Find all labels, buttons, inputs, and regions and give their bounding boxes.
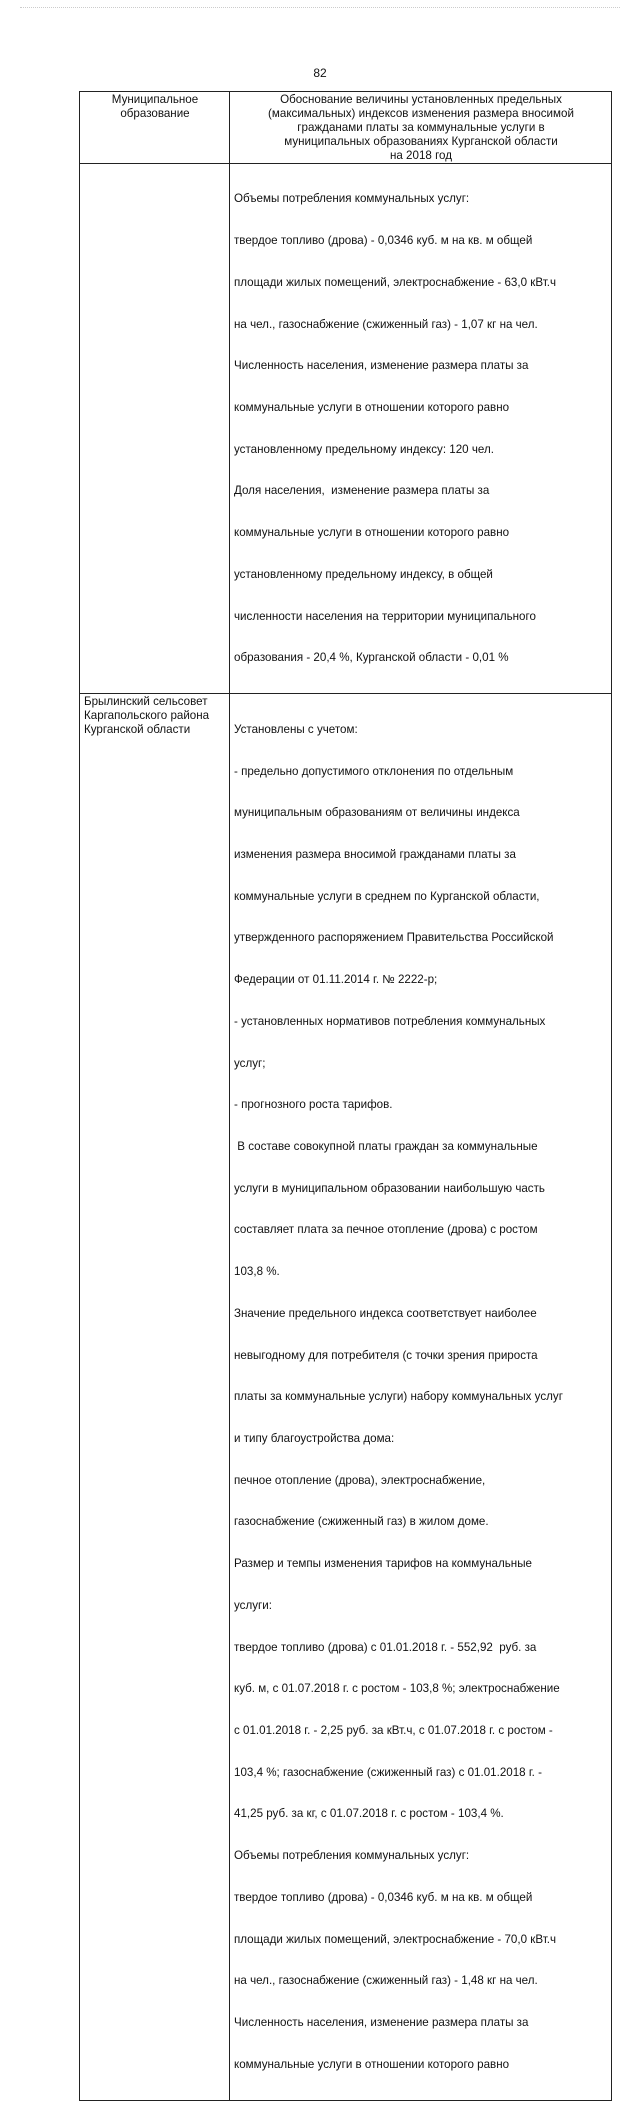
row1-justification [230,163,612,693]
text-line: численности населения на территории муниципального [234,609,536,623]
text-line: коммунальные услуги в отношении которого равно [234,400,510,414]
text-line: Федерации от 01.11.2014 г. № 2222-р; [234,973,438,987]
header-line: гражданами платы за коммунальные услуги в [297,120,545,134]
text-line: услуги в муниципальном образовании наибольшую часть [234,1181,545,1195]
text-line: печное отопление (дрова), электроснабжение, [234,1473,486,1487]
text-line: установленному предельному индексу, в общей [234,567,493,581]
text-line: площади жилых помещений, электроснабжение - 63,0 кВт.ч [234,275,556,289]
table-header-row [80,92,612,164]
text-line: образования - 20,4 %, Курганской области - 0,01 % [234,651,509,665]
text-line: Установлены с учетом: [234,722,358,736]
text-line: утвержденного распоряжением Правительства Российской [234,931,554,945]
text-line: куб. м, с 01.07.2018 г. с ростом - 103,8 %; электроснабжение [234,1682,560,1696]
text-line: изменения размера вносимой гражданами платы за [234,847,516,861]
text-line: с 01.01.2018 г. - 2,25 руб. за кВт.ч, с 01.07.2018 г. с ростом - [234,1724,553,1738]
text-line: Объемы потребления коммунальных услуг: [234,1849,470,1863]
text-line: 103,4 %; газоснабжение (сжиженный газ) с 01.01.2018 г. - [234,1765,542,1779]
text-line: составляет плата за печное отопление (дрова) с ростом [234,1223,538,1237]
header-line: муниципальных образованиях Курганской области [284,134,558,148]
text-line: коммунальные услуги в отношении которого равно [234,526,510,540]
municipality-line: Брылинский сельсовет [84,694,208,708]
row1-municipality [80,163,230,693]
text-line: - предельно допустимого отклонения по отдельным [234,764,514,778]
text-line: 103,8 %. [234,1265,280,1279]
row2-municipality [80,693,230,2100]
text-line: муниципальным образованиям от величины индекса [234,806,520,820]
text-line: услуг; [234,1056,266,1070]
text-line: Объемы потребления коммунальных услуг: [234,192,470,206]
text-line: Численность населения, изменение размера платы за [234,359,529,373]
table-row [80,163,612,693]
row2-justification [230,693,612,2100]
text-line: - установленных нормативов потребления коммунальных [234,1014,546,1028]
table-row [80,693,612,2100]
text-line: на чел., газоснабжение (сжиженный газ) - 1,48 кг на чел. [234,1974,538,1988]
text-line: - прогнозного роста тарифов. [234,1098,393,1112]
text-line: и типу благоустройства дома: [234,1432,395,1445]
scan-top-edge [20,7,620,9]
page-number: 82 [313,66,327,80]
municipality-line: Курганской области [84,722,191,736]
text-line: Размер и темпы изменения тарифов на коммунальные [234,1557,532,1571]
text-line: Значение предельного индекса соответствует наиболее [234,1306,537,1320]
text-line: услуги: [234,1598,272,1612]
text-line: коммунальные услуги в среднем по Курганской области, [234,889,540,903]
text-line: на чел., газоснабжение (сжиженный газ) - 1,07 кг на чел. [234,317,538,331]
municipality-line: Каргапольского района [84,708,210,722]
text-line: твердое топливо (дрова) - 0,0346 куб. м на кв. м общей [234,1890,533,1904]
header-justification [230,92,612,164]
text-line: платы за коммунальные услуги) набору коммунальных услуг [234,1390,563,1404]
text-line: установленному предельному индексу: 120 чел. [234,442,494,456]
header-line: на 2018 год [389,148,453,162]
text-line: В составе совокупной платы граждан за коммунальные [234,1139,538,1153]
text-line: твердое топливо (дрова) - 0,0346 куб. м на кв. м общей [234,234,533,248]
text-line: газоснабжение (сжиженный газ) в жилом доме. [234,1515,489,1529]
header-line: (максимальных) индексов изменения размера вносимой [268,106,574,120]
text-line: площади жилых помещений, электроснабжение - 70,0 кВт.ч [234,1932,556,1946]
header-municipality: Муниципальное образование [80,92,230,164]
header-line: Обоснование величины установленных предельных [280,93,562,106]
text-line: 41,25 руб. за кг, с 01.07.2018 г. с ростом - 103,4 %. [234,1807,504,1821]
text-line: твердое топливо (дрова) с 01.01.2018 г. - 552,92 руб. за [234,1640,537,1654]
text-line: Доля населения, изменение размера платы за [234,484,490,498]
text-line: коммунальные услуги в отношении которого равно [234,2057,510,2071]
text-line: Численность населения, изменение размера платы за [234,2016,529,2030]
justification-table [79,91,612,2101]
text-line: невыгодному для потребителя (с точки зрения прироста [234,1348,538,1362]
